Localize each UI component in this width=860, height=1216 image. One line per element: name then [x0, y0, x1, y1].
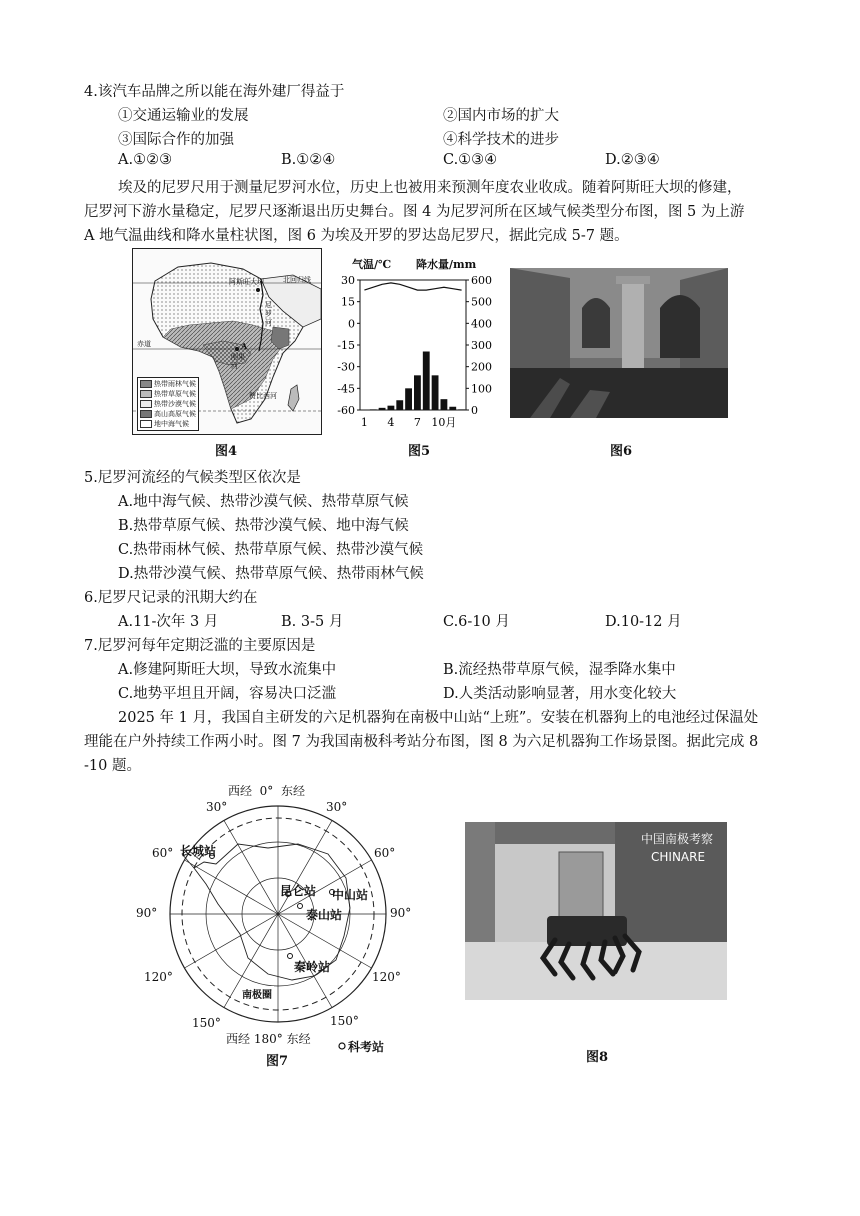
passage2-line3: -10 题。	[84, 758, 141, 774]
precip-bar	[423, 352, 430, 411]
station-taishan: 泰山站	[306, 908, 343, 922]
figure-4-caption: 图4	[215, 444, 238, 459]
precip-bar	[432, 375, 439, 410]
label-nile: 尼 罗 河	[265, 301, 272, 327]
legend-rainforest: 热带雨林气候	[140, 379, 196, 389]
figure-5-climate-chart	[330, 256, 502, 438]
lon-label-bottom: 西经 180° 东经	[226, 1032, 311, 1046]
lon-150-west: 150°	[192, 1016, 221, 1030]
figure-8-robot-dog-photo	[465, 822, 727, 1000]
antarctica-map-svg	[128, 780, 428, 1070]
fig4-legend	[137, 377, 199, 431]
q7-stem: 7.尼罗河每年定期泛滥的主要原因是	[84, 638, 316, 654]
left-tick-label: -30	[337, 360, 355, 374]
x-tick-label: 7	[413, 416, 421, 429]
right-tick-label: 600	[471, 274, 492, 287]
legend-swatch-icon	[140, 410, 152, 418]
station-qinling: 秦岭站	[294, 960, 331, 974]
passage2-line1: 2025 年 1 月，我国自主研发的六足机器狗在南极中山站“上班”。安装在机器狗上的电池经过保温处	[118, 710, 759, 726]
q7-option-c[interactable]: C.地势平坦且开阔，容易决口泛滥	[118, 686, 337, 702]
right-tick-label: 100	[471, 382, 492, 396]
legend-swatch-icon	[140, 400, 152, 408]
lon-label-top: 西经 0° 东经	[228, 784, 305, 798]
label-congo: 刚果 河	[231, 353, 245, 370]
q6-option-c[interactable]: C.6-10 月	[443, 614, 510, 630]
q6-option-d[interactable]: D.10-12 月	[605, 614, 682, 630]
passage1-line2: 尼罗河下游水量稳定，尼罗尺逐渐退出历史舞台。图 4 为尼罗河所在区域气候类型分布图，图 5 为上游	[84, 204, 745, 220]
right-tick-label: 0	[471, 404, 478, 417]
q4-item-3: ③国际合作的加强	[118, 132, 234, 148]
station-kunlun: 昆仑站	[280, 884, 317, 898]
label-tropic: 北回归线	[283, 276, 311, 284]
legend-desert: 热带沙漠气候	[140, 399, 196, 409]
temperature-line	[364, 283, 461, 290]
q4-option-d[interactable]: D.②③④	[605, 152, 660, 168]
legend-station: 科考站	[348, 1040, 385, 1054]
passage2-line2: 理能在户外持续工作两小时。图 7 为我国南极科考站分布图，图 8 为六足机器狗工作场景图。据此完成 8	[84, 734, 759, 750]
sign-text-en: CHINARE	[651, 850, 706, 864]
q6-option-a[interactable]: A.11-次年 3 月	[118, 614, 219, 630]
q6-stem: 6.尼罗尺记录的汛期大约在	[84, 590, 258, 606]
antarctic-circle-label: 南极圈	[240, 986, 274, 1001]
x-tick-label: 10月	[431, 416, 457, 429]
lon-120-east: 120°	[372, 970, 401, 984]
right-tick-label: 500	[471, 295, 492, 309]
figure-8-caption: 图8	[586, 1050, 609, 1065]
left-axis-title: 气温/℃	[352, 258, 392, 271]
figure-4-africa-map	[132, 248, 322, 435]
q7-option-b[interactable]: B.流经热带草原气候，湿季降水集中	[443, 662, 676, 678]
figure-6-nilometer-photo	[510, 268, 728, 418]
x-tick-label: 1	[360, 416, 368, 429]
lon-60-west: 60°	[152, 846, 174, 860]
climate-chart-svg	[330, 256, 502, 438]
right-tick-label: 300	[471, 339, 492, 352]
lon-30-east: 30°	[326, 800, 348, 814]
left-tick-label: -60	[337, 404, 355, 417]
precip-bar	[458, 409, 465, 410]
q5-stem: 5.尼罗河流经的气候类型区依次是	[84, 470, 301, 486]
label-zambezi: 赞比西河	[249, 392, 277, 400]
sign-text-cn: 中国南极考察	[641, 832, 714, 846]
q6-option-b[interactable]: B. 3-5 月	[281, 614, 344, 630]
plot-frame	[360, 280, 466, 410]
legend-swatch-icon	[140, 420, 152, 428]
right-tick-label: 200	[471, 360, 492, 374]
q5-option-a[interactable]: A.地中海气候、热带沙漠气候、热带草原气候	[118, 494, 409, 510]
legend-savanna: 热带草原气候	[140, 389, 196, 399]
q4-item-2: ②国内市场的扩大	[443, 108, 559, 124]
label-aswan-dam: 阿斯旺大坝	[229, 278, 264, 286]
q5-option-b[interactable]: B.热带草原气候、热带沙漠气候、地中海气候	[118, 518, 409, 534]
q5-option-d[interactable]: D.热带沙漠气候、热带草原气候、热带雨林气候	[118, 566, 424, 582]
lon-150-east: 150°	[330, 1014, 359, 1028]
x-tick-label: 4	[387, 416, 395, 429]
precip-bar	[379, 408, 386, 410]
figure-7-caption: 图7	[266, 1054, 289, 1069]
station-zhongshan: 中山站	[332, 888, 369, 902]
left-tick-label: -45	[337, 382, 355, 396]
passage1-line1: 埃及的尼罗尺用于测量尼罗河水位，历史上也被用来预测年度农业收成。随着阿斯旺大坝的修建，	[118, 180, 742, 196]
q4-item-1: ①交通运输业的发展	[118, 108, 249, 124]
nilometer-photo-image	[510, 268, 728, 418]
right-tick-label: 400	[471, 317, 492, 331]
left-tick-label: 15	[341, 295, 355, 309]
label-point-a: A	[241, 341, 248, 351]
precip-bar	[449, 407, 456, 410]
q4-option-a[interactable]: A.①②③	[118, 152, 173, 168]
left-tick-label: 30	[341, 274, 355, 287]
legend-highland: 高山高原气候	[140, 409, 196, 419]
precip-bar	[370, 409, 377, 410]
precip-bar	[414, 375, 421, 410]
legend-swatch-icon	[140, 390, 152, 398]
lon-120-west: 120°	[144, 970, 173, 984]
passage1-line3: A 地气温曲线和降水量柱状图，图 6 为埃及开罗的罗达岛尼罗尺，据此完成 5-7 题。	[84, 228, 629, 244]
precip-bar	[396, 400, 403, 410]
q5-option-c[interactable]: C.热带雨林气候、热带草原气候、热带沙漠气候	[118, 542, 424, 558]
lon-30-west: 30°	[206, 800, 228, 814]
robot-dog-scene-image	[465, 822, 727, 1000]
precip-bar	[441, 399, 448, 410]
q7-option-d[interactable]: D.人类活动影响显著，用水变化较大	[443, 686, 677, 702]
lon-90-west: 90°	[136, 906, 158, 920]
q4-stem: 4.该汽车品牌之所以能在海外建厂得益于	[84, 84, 345, 100]
legend-swatch-icon	[140, 380, 152, 388]
q7-option-a[interactable]: A.修建阿斯旺大坝，导致水流集中	[118, 662, 337, 678]
legend-mediterranean: 地中海气候	[140, 419, 196, 429]
label-equator: 赤道	[137, 340, 151, 348]
precip-bar	[388, 406, 395, 410]
lon-90-east: 90°	[390, 906, 412, 920]
station-changcheng: 长城站	[180, 844, 217, 858]
figure-5-caption: 图5	[408, 444, 431, 459]
right-axis-title: 降水量/mm	[416, 258, 477, 271]
q4-option-c[interactable]: C.①③④	[443, 152, 498, 168]
figure-7-antarctica-map	[128, 780, 428, 1070]
q4-option-b[interactable]: B.①②④	[281, 152, 336, 168]
precip-bar	[405, 388, 412, 410]
lon-60-east: 60°	[374, 846, 396, 860]
left-tick-label: 0	[348, 317, 355, 331]
q4-item-4: ④科学技术的进步	[443, 132, 559, 148]
left-tick-label: -15	[337, 339, 355, 352]
figure-6-caption: 图6	[610, 444, 633, 459]
